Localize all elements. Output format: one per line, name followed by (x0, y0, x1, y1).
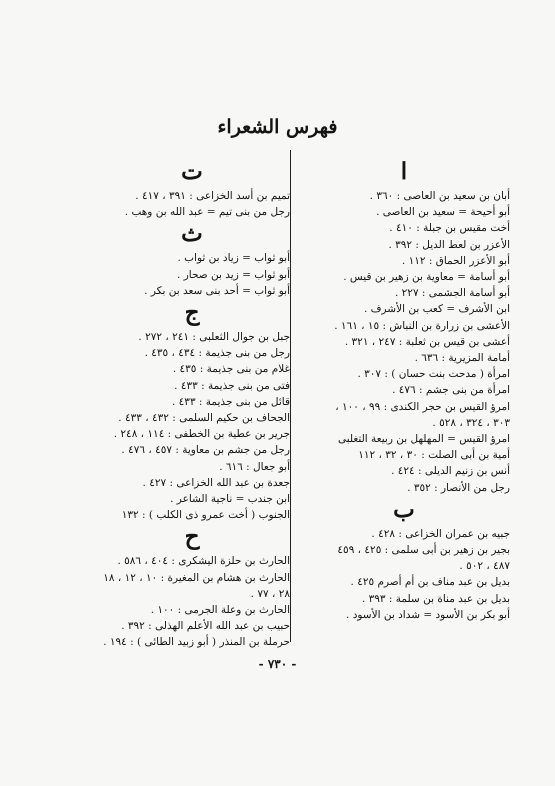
section-letter: ب (393, 495, 415, 523)
poet-entry: فتى من بنى جذيمة : ٤٣٣ . (174, 379, 290, 392)
poet-entry: أبو جعال : ٦١٦ . (219, 460, 290, 473)
index-section (94, 158, 290, 220)
poet-entry: بجير بن زهير بن أبى سلمى : ٤٢٥ ، ٤٥٩ (337, 544, 510, 557)
poet-entry: الجنوب ( أخت عمرو ذى الكلب ) : ١٣٢ (121, 509, 290, 522)
poet-entry: امرأة ( مدحت بنت حسان ) : ٣٠٧ . (357, 368, 510, 381)
poet-entry: الحارث بن حلزة اليشكرى : ٤٠٤ ، ٥٨٦ . (117, 555, 290, 568)
page-number: - ٧٣٠ - (258, 657, 297, 671)
poet-entry: امرؤ القيس بن حجر الكندى : ٩٩ ، ١٠٠ ، (335, 400, 510, 413)
poet-entry: الحارث بن هشام بن المغيرة : ١٠ ، ١٢ ، ١٨ (103, 571, 290, 584)
poet-entry: الأعشى بن زرارة بن النباش : ١٥ ، ١٦١ . (334, 319, 510, 332)
index-section (94, 523, 290, 650)
poet-entry: أمامة المزيرية : ٦٣٦ . (414, 352, 510, 365)
section-letter: ا (400, 158, 408, 185)
poet-entry: الأعزر بن لعط الديل : ٣٩٢ . (388, 238, 510, 251)
poet-entry: ٢٨ ، ٧٧ . (250, 587, 290, 600)
index-section (94, 299, 290, 523)
poet-entry: ابن جندب = ناجية الشاعر . (170, 493, 290, 506)
poet-entry: حبيب بن عبد الله الأعلم الهذلى : ٣٩٢ . (121, 620, 290, 633)
poet-entry: أخت مقيس بن جبلة : ٤١٠ . (389, 222, 510, 235)
page-title: فهرس الشعراء (217, 116, 338, 138)
poet-entry: أبو بكر بن الأسود = شداد بن الأسود . (346, 608, 510, 621)
column-divider (290, 150, 291, 642)
poet-entry: الجحاف بن حكيم السلمى : ٤٣٢ ، ٤٣٣ . (118, 412, 290, 425)
poet-entry: قائل من بنى جذيمة : ٤٣٣ . (171, 395, 290, 408)
poet-entry: بديل بن عبد مناة بن سلمة : ٣٩٣ . (361, 592, 510, 605)
section-letter: ج (184, 299, 200, 327)
index-section (94, 220, 290, 299)
poet-entry: جبل بن جوال الثعلبى : ٢٤١ ، ٢٧٢ . (138, 331, 290, 344)
poet-entry: أبو أسامة = معاوية بن زهير بن قيس . (343, 271, 510, 284)
section-letter: ح (184, 523, 200, 551)
index-section (298, 158, 510, 496)
poet-entry: رجل من بنى جذيمة : ٤٣٤ ، ٤٣٥ . (144, 347, 290, 360)
poet-entry: أبو أحيحة = سعيد بن العاصى . (376, 206, 510, 219)
poet-entry: رجل من جشم بن معاوية : ٤٥٧ ، ٤٧٦ . (121, 444, 290, 457)
poet-entry: تميم بن أسد الخزاعى : ٣٩١ ، ٤١٧ . (135, 190, 290, 202)
poet-entry: جبيه بن عمران الخزاعى : ٤٢٨ . (371, 527, 510, 540)
index-section (298, 496, 510, 623)
left-column (94, 158, 290, 651)
poet-entry: ابن الأشرف = كعب بن الأشرف . (363, 303, 510, 316)
section-letter: ث (181, 220, 203, 248)
poet-entry: أبو ثواب = زيد بن صحار . (177, 268, 290, 281)
poet-entry: بديل بن عبد مناف بن أم أصرم ٤٢٥ . (350, 576, 510, 589)
poet-entry: أعشى بن قيس بن ثعلبة : ٢٤٧ ، ٣٢١ . (344, 335, 510, 348)
poet-entry: أبان بن سعيد بن العاصى : ٣٦٠ . (369, 190, 510, 202)
poet-entry: جعدة بن عبد الله الخزاعى : ٤٢٧ . (142, 476, 290, 489)
poet-entry: الحارث بن وعلة الجرمى : ١٠٠ . (150, 604, 290, 617)
poet-entry: أبو الأعزر الحماق : ١١٢ . (401, 254, 510, 267)
poet-entry: ٣٠٣ ، ٣٢٤ ، ٥٢٨ . (432, 416, 510, 429)
poet-entry: أبو ثواب = أحد بنى سعد بن بكر . (144, 284, 290, 297)
poet-entry: ٤٨٧ ، ٥٠٢ . (459, 560, 510, 573)
poet-entry: أبو ثواب = زياد بن ثواب . (177, 252, 290, 265)
poet-entry: حرملة بن المنذر ( أبو زبيد الطائى ) : ١٩٤ . (103, 636, 290, 649)
section-letter: ت (181, 158, 203, 185)
poet-entry: رجل من الأنصار : ٣٥٢ . (407, 481, 510, 494)
poet-entry: جرير بن عطية بن الخطفى : ١١٤ ، ٢٤٨ . (113, 428, 290, 441)
poet-entry: رجل من بنى تيم = عبد الله بن وهب . (124, 206, 290, 219)
poet-entry: غلام من بنى جذيمة : ٤٣٥ . (172, 363, 290, 376)
poet-entry: امرؤ القيس = المهلهل بن ربيعة التغلبى (337, 433, 510, 446)
poet-entry: أمية بن أبى الصلت : ٣٠ ، ٣٢ ، ١١٢ (358, 449, 510, 462)
poet-entry: أبو أسامة الجشمى : ٢٢٧ . (394, 287, 510, 300)
poet-entry: أنس بن زنيم الديلى : ٤٢٤ . (391, 465, 510, 478)
right-column (298, 158, 510, 623)
poet-entry: امرأة من بنى جشم : ٤٧٦ . (392, 384, 510, 397)
